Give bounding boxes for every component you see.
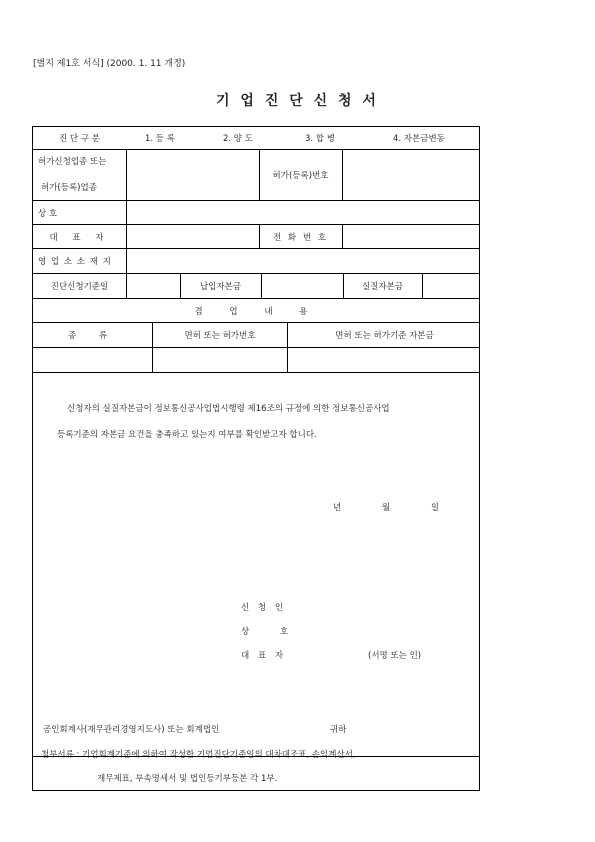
diagnosis-date-field[interactable] xyxy=(127,274,180,298)
business-address-field[interactable] xyxy=(127,249,480,273)
statement-line-2: 등록기준의 자본금 요건을 충족하고 있는지 여부를 확인받고자 합니다. xyxy=(57,430,317,440)
paid-capital-label: 납입자본금 xyxy=(199,282,242,292)
statement-line-1: 신청자의 실질자본금이 정보통신공사업법시행령 제16조의 규정에 의한 정보통신공사업 xyxy=(67,404,390,414)
col-header-capital: 면허 또는 허가기준 자본금 xyxy=(335,331,434,341)
col-header-type: 종 류 xyxy=(67,331,118,341)
signature-note: (서명 또는 인) xyxy=(368,651,422,661)
company-name-label xyxy=(38,201,122,224)
concurrent-business-title: 겸 업 내 용 xyxy=(194,306,320,317)
application-form xyxy=(32,126,480,791)
company-name-label-text: 상 호 xyxy=(38,208,58,219)
license-type-label-line2: 허가(등록)업종 xyxy=(41,183,97,193)
representative-label: 대 표 자 xyxy=(49,232,110,243)
applicant-rep-label: 대 표 자 xyxy=(241,651,287,661)
phone-field[interactable] xyxy=(343,225,480,248)
business-license-field[interactable] xyxy=(153,348,287,372)
option-capital-change[interactable]: 4. 자본금변동 xyxy=(393,134,445,144)
business-type-field[interactable] xyxy=(33,348,152,372)
option-merger[interactable]: 3. 합 병 xyxy=(305,134,335,144)
category-label: 진 단 구 분 xyxy=(59,134,100,144)
attachments-line-2: 재무제표, 부속명세서 및 법인등기부등본 각 1부. xyxy=(97,774,278,784)
option-transfer[interactable]: 2. 양 도 xyxy=(223,134,253,144)
attachments-line-1: 첨부서류 : 기업회계기준에 의하여 작성한 기업진단기준일의 대차대조표, 손익계산서, xyxy=(41,750,356,760)
option-registration[interactable]: 1. 등 록 xyxy=(145,134,175,144)
real-capital-label: 실질자본금 xyxy=(361,282,404,292)
row-divider xyxy=(33,372,479,373)
license-type-label-line1: 허가신청업종 또는 xyxy=(38,157,107,167)
form-number-note: [별지 제1호 서식] (2000. 1. 11 개정) xyxy=(33,59,186,69)
diagnosis-date-label: 진단신청기준일 xyxy=(50,282,109,292)
col-header-license: 면허 또는 허가번호 xyxy=(184,331,256,341)
phone-label: 전 화 번 호 xyxy=(273,232,328,243)
date-day: 일 xyxy=(431,503,440,513)
representative-field[interactable] xyxy=(127,225,259,248)
business-address-label: 영 업 소 소 재 지 xyxy=(38,257,112,267)
business-capital-field[interactable] xyxy=(288,348,481,372)
recipient: 공인회계사(재무관리경영지도사) 또는 회계법인 xyxy=(43,725,220,735)
date-year: 년 xyxy=(333,503,342,513)
real-capital-field[interactable] xyxy=(423,274,480,298)
applicant-company-label: 상 호 xyxy=(241,627,303,637)
paid-capital-field[interactable] xyxy=(262,274,343,298)
applicant-label: 신 청 인 xyxy=(241,603,287,613)
date-month: 월 xyxy=(382,503,391,513)
license-number-field[interactable] xyxy=(343,150,480,200)
recipient-suffix: 귀하 xyxy=(330,725,347,735)
company-name-field[interactable] xyxy=(127,201,480,224)
form-title: 기 업 진 단 신 청 서 xyxy=(216,93,379,109)
license-type-field[interactable] xyxy=(127,150,259,200)
license-number-label: 허가(등록)번호 xyxy=(272,171,329,181)
